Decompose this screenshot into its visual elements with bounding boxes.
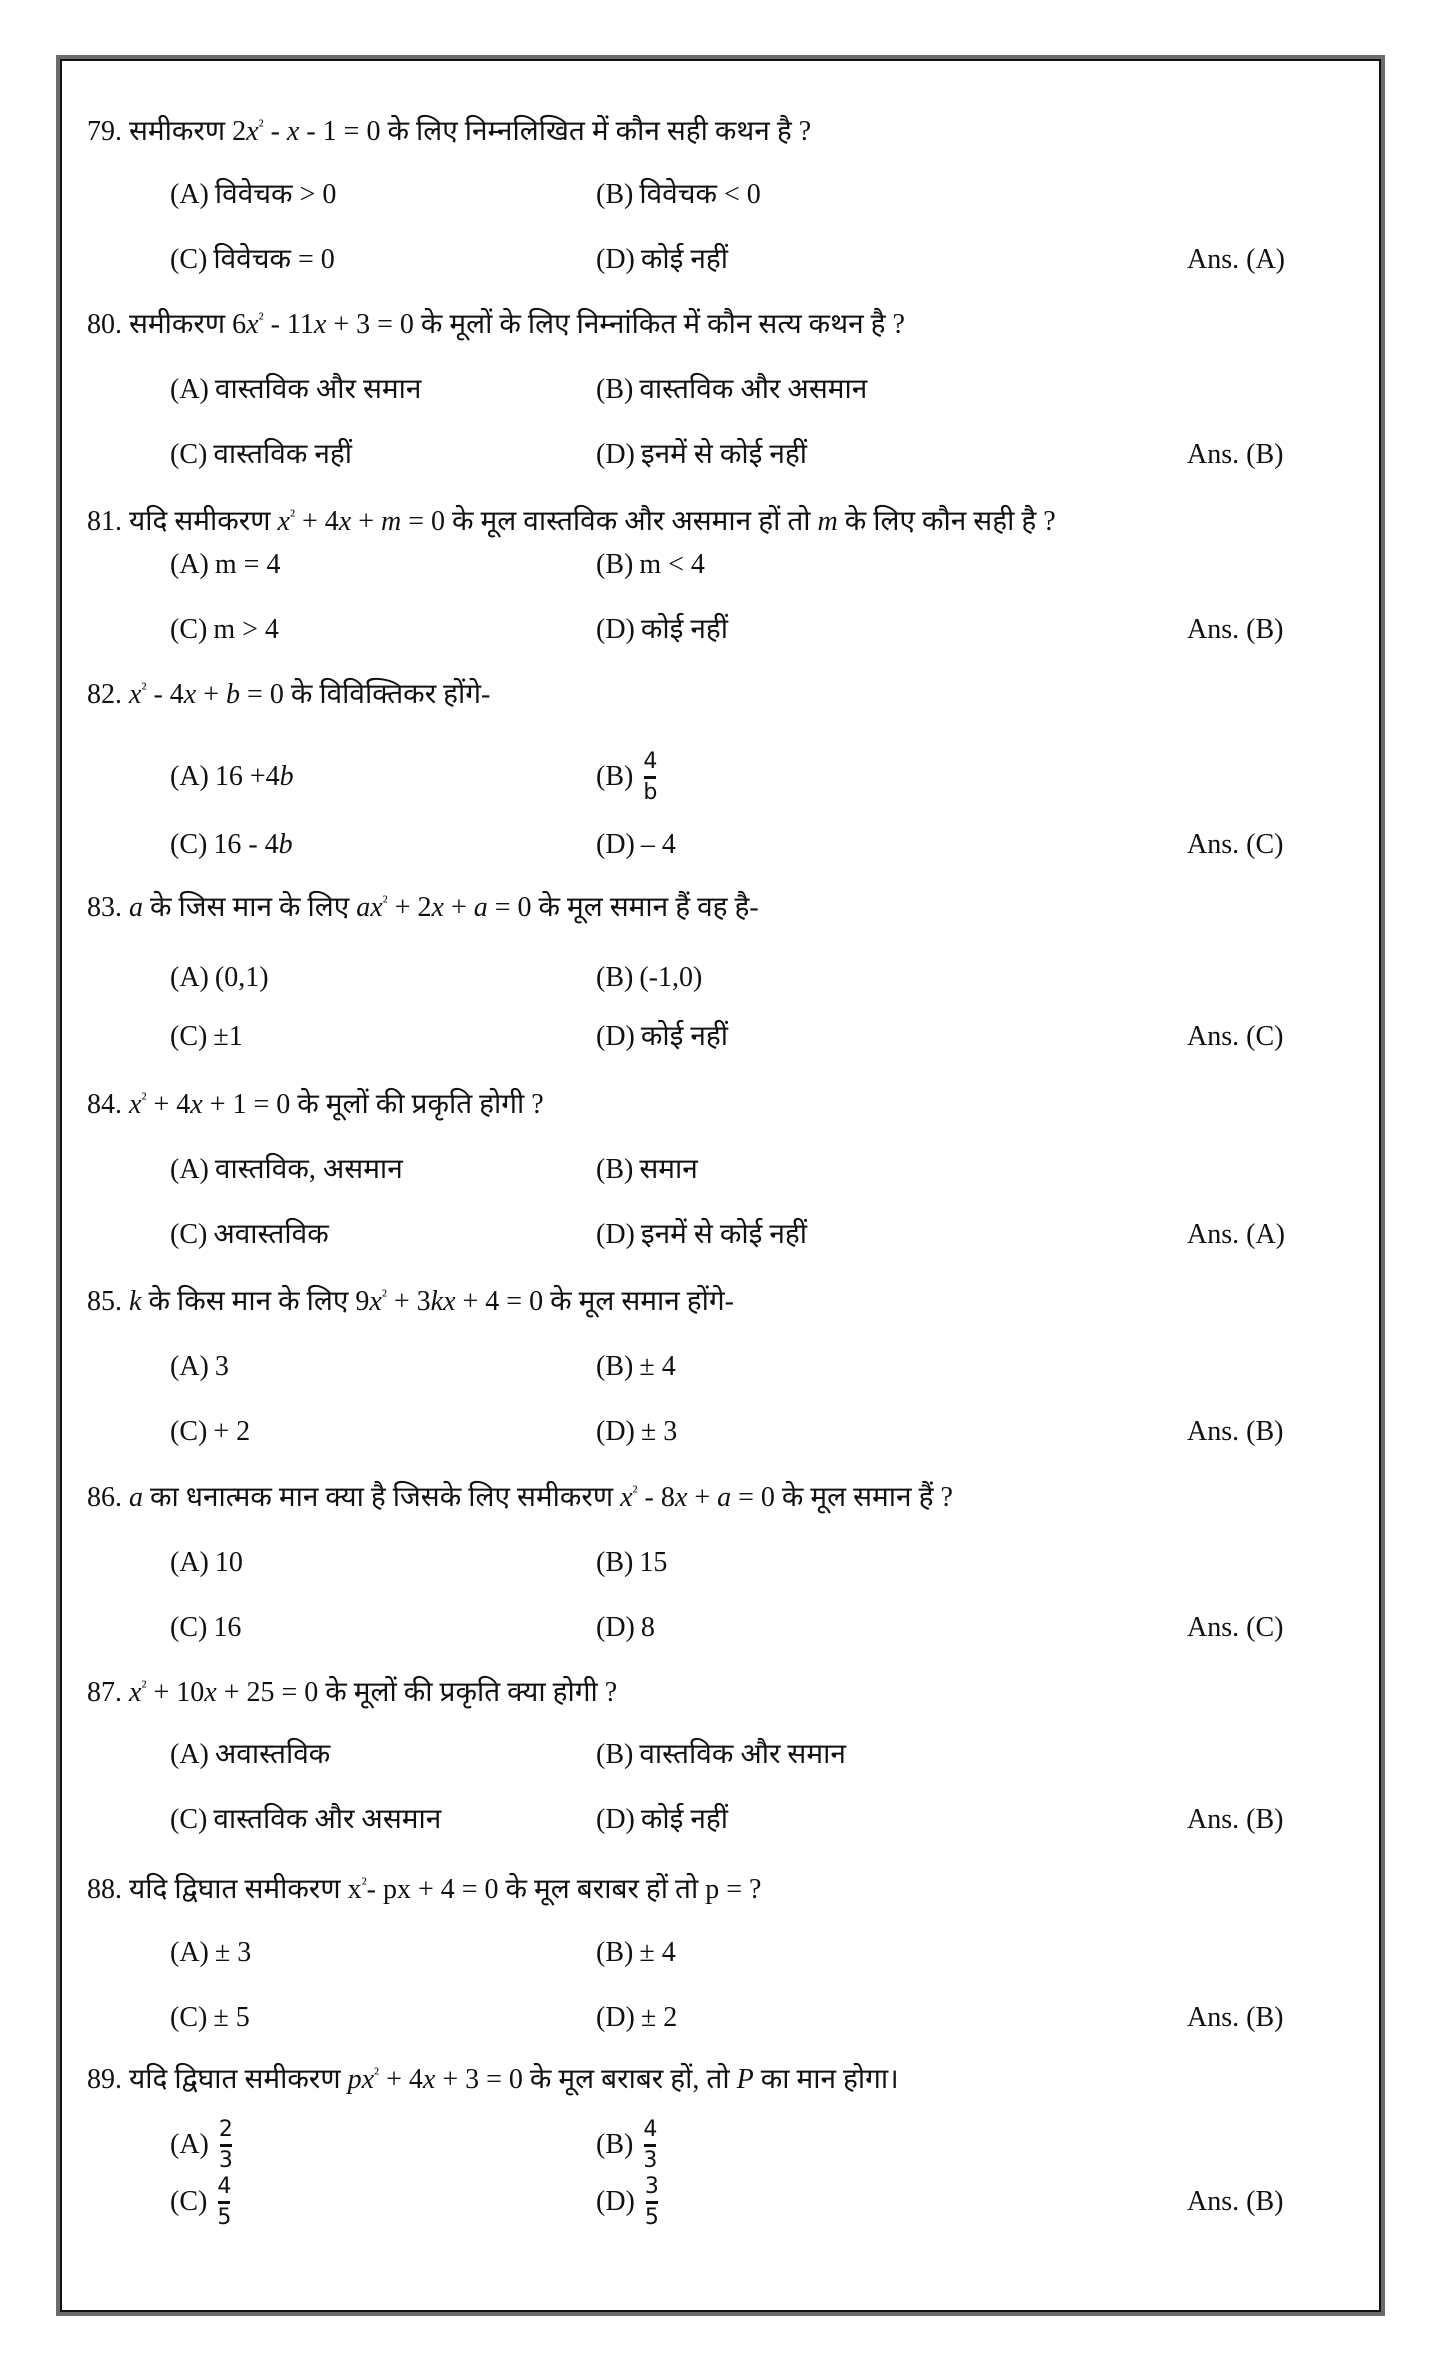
option-letter: (A) [170,1154,209,1185]
option-b[interactable] [596,545,705,585]
question-text: - 8 [637,1482,675,1513]
math-variable: b [278,829,293,860]
option-text: m > 4 [213,614,279,645]
option-text: वास्तविक और असमान [639,374,868,405]
answer-label: Ans. (C) [1187,1021,1284,1052]
option-c[interactable] [170,435,352,475]
math-variable: px [347,2064,375,2095]
option-letter: (D) [596,244,635,275]
option-b[interactable] [596,1543,667,1583]
question-85 [87,1282,734,1322]
option-text: ± 3 [640,1416,678,1447]
option-d[interactable] [596,1998,677,2038]
option-text: इनमें से कोई नहीं [640,1219,807,1250]
math-variable: x [277,506,290,537]
question-80 [87,305,905,345]
option-letter: (A) [170,2129,209,2160]
question-text [122,679,129,710]
option-a[interactable] [170,1933,251,1973]
fraction-numerator: 4 [217,2173,232,2199]
option-letter: (C) [170,1612,208,1643]
option-letter: (B) [596,549,634,580]
option-letter: (C) [170,244,208,275]
option-text: m = 4 [214,549,281,580]
question-88 [87,1870,761,1910]
math-variable: x [338,506,352,537]
math-variable: a [129,892,143,923]
math-variable: x [431,892,444,923]
option-c[interactable] [170,1215,329,1255]
math-variable: ax [356,892,383,923]
fraction [219,2117,233,2174]
option-text: कोई नहीं [640,614,729,645]
math-variable: x [246,309,259,340]
superscript: ² [289,505,295,525]
fraction-bar [646,2201,658,2204]
option-text: अवास्तविक [214,1739,331,1770]
option-text: 16 [213,1612,242,1643]
option-letter: (C) [170,1416,208,1447]
math-variable: x [620,1482,633,1513]
option-letter: (C) [170,439,208,470]
question-text [122,1286,129,1317]
question-text: + [351,506,381,537]
option-text: वास्तविक नहीं [213,439,352,470]
question-text: + 4 [294,506,339,537]
option-letter: (D) [596,829,635,860]
option-d[interactable] [596,610,728,650]
question-number: 88. [87,1874,122,1905]
option-c[interactable] [170,825,293,865]
superscript: ² [632,1481,638,1501]
option-letter: (D) [596,1219,635,1250]
option-text: समान [639,1154,698,1185]
option-letter: (B) [596,179,634,210]
fraction [643,2117,657,2174]
fraction-denominator: 3 [218,2147,233,2173]
option-c[interactable] [170,240,335,280]
option-b[interactable] [596,958,702,998]
math-variable: m [817,506,838,537]
option-c[interactable] [170,1998,250,2038]
option-a[interactable] [170,757,294,797]
question-text [122,892,129,923]
option-text: ± 2 [640,2002,678,2033]
question-text: के लिए कौन सही है ? [837,506,1056,537]
option-text: विवेचक > 0 [214,179,337,210]
superscript: ² [141,1676,147,1696]
question-89 [87,2060,899,2100]
option-letter: (B) [596,2129,634,2160]
option-letter: (C) [170,1219,208,1250]
math-variable: b [279,761,294,792]
question-text: यदि समीकरण [122,506,278,537]
fraction-denominator: 5 [644,2204,659,2230]
question-text: 2 [232,116,247,147]
option-letter: (A) [170,549,209,580]
option-text: 10 [214,1547,243,1578]
option-b[interactable] [596,1150,698,1190]
math-variable: b [226,679,241,710]
math-variable: P [736,2064,754,2095]
math-variable: m [381,506,402,537]
question-text: = 0 के मूल वास्तविक और असमान हों तो [401,506,818,537]
option-c[interactable] [170,1800,441,1840]
math-variable: x [674,1482,688,1513]
question-text: समीकरण [122,116,233,147]
fraction-bar [644,2144,656,2147]
option-letter: (C) [170,2002,208,2033]
question-text: समीकरण 6 [122,309,247,340]
option-text: विवेचक < 0 [639,179,761,210]
option-b[interactable] [596,1735,846,1775]
answer-label: Ans. (B) [1187,439,1284,470]
math-variable: x [183,679,197,710]
superscript: ² [258,115,264,135]
option-text: ±1 [213,1021,243,1052]
option-letter: (C) [170,614,208,645]
question-87 [87,1673,617,1713]
question-text: + 4 [146,1089,191,1120]
option-text: 16 +4 [214,761,280,792]
question-82 [87,675,490,715]
option-letter: (D) [596,1804,635,1835]
option-letter: (A) [170,1547,209,1578]
question-number: 81. [87,506,122,537]
option-letter: (A) [170,179,209,210]
option-letter: (D) [596,1612,635,1643]
option-text: अवास्तविक [213,1219,329,1250]
option-c[interactable] [170,610,279,650]
option-a[interactable] [170,175,336,215]
option-letter: (B) [596,374,634,405]
option-a[interactable] [170,545,280,585]
option-text: ± 4 [639,1937,676,1968]
option-letter: (B) [596,761,634,792]
option-letter: (B) [596,962,634,993]
option-c[interactable] [170,1017,243,1057]
fraction [643,749,657,806]
option-text: m < 4 [639,549,705,580]
option-d[interactable] [596,825,676,865]
question-number: 79. [87,116,122,147]
answer-label: Ans. (C) [1187,1612,1284,1643]
question-text: = 0 के विविक्तिकर होंगे- [240,679,491,710]
fraction-numerator: 2 [218,2116,233,2142]
superscript: ² [361,1873,367,1893]
question-number: 84. [87,1089,122,1120]
answer-label: Ans. (A) [1187,244,1285,275]
option-d[interactable] [596,1412,677,1452]
question-text: के किस मान के लिए 9 [141,1286,370,1317]
question-text: + 3 [386,1286,431,1317]
option-letter: (C) [170,1021,208,1052]
option-text: 8 [640,1612,655,1643]
math-variable: x [286,116,300,147]
option-b[interactable] [596,1933,676,1973]
option-letter: (D) [596,439,635,470]
option-text: वास्तविक और समान [214,374,422,405]
option-a[interactable] [170,958,269,998]
option-d[interactable] [596,240,728,280]
math-variable: k [129,1286,142,1317]
question-number: 89. [87,2064,122,2095]
question-text [122,1677,129,1708]
option-b[interactable] [596,1347,676,1387]
option-text: 15 [639,1547,668,1578]
question-text: का धनात्मक मान क्या है जिसके लिए समीकरण [143,1482,621,1513]
option-c[interactable] [170,1608,241,1648]
question-number: 82. [87,679,122,710]
option-letter: (A) [170,1351,209,1382]
question-text: - 4 [146,679,184,710]
question-number: 86. [87,1482,122,1513]
option-text: वास्तविक और समान [639,1739,846,1770]
option-text: 16 - 4 [213,829,279,860]
answer-label: Ans. (B) [1187,1416,1284,1447]
option-letter: (B) [596,1547,634,1578]
option-letter: (B) [596,1739,634,1770]
option-b[interactable] [596,748,658,805]
superscript: ² [258,308,264,328]
math-variable: x [369,1286,382,1317]
fraction-numerator: 3 [644,2173,659,2199]
question-text: + 2 [387,892,432,923]
answer-label: Ans. (A) [1187,1219,1285,1250]
superscript: ² [374,2063,380,2083]
question-84 [87,1085,544,1125]
option-text: + 2 [213,1416,251,1447]
option-d[interactable] [596,1800,728,1840]
option-d[interactable] [596,1608,655,1648]
option-letter: (C) [170,2186,208,2217]
option-text: विवेचक = 0 [213,244,335,275]
option-d[interactable] [596,1215,807,1255]
fraction [217,2174,231,2231]
question-text: + 25 = 0 के मूलों की प्रकृति क्या होगी ? [216,1677,618,1708]
option-text: कोई नहीं [640,1021,729,1052]
option-letter: (C) [170,829,208,860]
math-variable: x [129,1677,142,1708]
question-text [122,1482,129,1513]
math-variable: x [422,2064,436,2095]
math-variable: kx [430,1286,456,1317]
option-letter: (C) [170,1804,208,1835]
option-c[interactable] [170,2173,232,2230]
option-letter: (D) [596,1021,635,1052]
question-text: - px + 4 = 0 के मूल बराबर हों तो p = ? [366,1874,762,1905]
option-letter: (A) [170,1937,209,1968]
question-79 [87,112,811,152]
option-text: वास्तविक, असमान [214,1154,403,1185]
option-text: इनमें से कोई नहीं [640,439,807,470]
option-letter: (D) [596,614,635,645]
question-text [122,1089,129,1120]
fraction-bar [218,2201,230,2204]
fraction-numerator: 4 [643,748,658,774]
question-text: + 10 [146,1677,205,1708]
answer-label: Ans. (B) [1187,1804,1284,1835]
option-text: कोई नहीं [640,244,729,275]
question-text: - [263,116,287,147]
option-c[interactable] [170,1412,250,1452]
option-d[interactable] [596,2173,659,2230]
fraction-bar [644,776,656,779]
option-a[interactable] [170,1543,243,1583]
superscript: ² [141,1088,147,1108]
option-letter: (A) [170,761,209,792]
option-d[interactable] [596,435,807,475]
option-letter: (A) [170,1739,209,1770]
math-variable: x [246,116,259,147]
question-text: - 11 [263,309,314,340]
option-text: ± 3 [214,1937,252,1968]
question-text: के जिस मान के लिए [143,892,357,923]
question-text: का मान होगा। [753,2064,899,2095]
math-variable: a [717,1482,732,1513]
superscript: ² [381,1285,387,1305]
question-number: 85. [87,1286,122,1317]
question-text: = 0 के मूल समान हैं ? [731,1482,953,1513]
option-text: (-1,0) [639,962,703,993]
option-letter: (D) [596,1416,635,1447]
answer-label: Ans. (C) [1187,829,1284,860]
option-a[interactable] [170,2116,233,2173]
option-letter: (B) [596,1351,634,1382]
question-86 [87,1478,953,1518]
option-text: ± 4 [639,1351,676,1382]
option-letter: (B) [596,1937,634,1968]
option-b[interactable] [596,370,867,410]
question-number: 83. [87,892,122,923]
question-text: + [443,892,474,923]
question-text: + 1 = 0 के मूलों की प्रकृति होगी ? [202,1089,544,1120]
fraction [645,2174,659,2231]
fraction-denominator: b [643,779,658,805]
math-variable: x [204,1677,217,1708]
fraction-bar [220,2144,232,2147]
question-text: यदि द्विघात समीकरण [122,2064,348,2095]
option-text: – 4 [640,829,676,860]
question-text: + [196,679,227,710]
option-d[interactable] [596,1017,728,1057]
math-variable: x [190,1089,203,1120]
superscript: ² [382,891,388,911]
option-a[interactable] [170,370,421,410]
question-text: = 0 के मूल समान हैं वह है- [487,892,759,923]
option-letter: (D) [596,2002,635,2033]
superscript: ² [141,678,147,698]
fraction-numerator: 4 [643,2116,658,2142]
question-text: + 4 = 0 के मूल समान होंगे- [455,1286,735,1317]
option-b[interactable] [596,175,761,215]
math-variable: x [129,679,142,710]
answer-label: Ans. (B) [1187,2186,1284,2217]
fraction-denominator: 5 [217,2204,232,2230]
question-83 [87,888,759,928]
question-text: + 3 = 0 के मूलों के लिए निम्नांकित में कौन सत्य कथन है ? [326,309,905,340]
math-variable: a [129,1482,143,1513]
answer-label: Ans. (B) [1187,2002,1284,2033]
option-b[interactable] [596,2116,658,2173]
question-81 [87,502,1056,542]
question-text: + 3 = 0 के मूल बराबर हों, तो [435,2064,737,2095]
option-text: ± 5 [213,2002,250,2033]
question-text: + 4 [379,2064,423,2095]
option-letter: (A) [170,962,209,993]
option-a[interactable] [170,1735,330,1775]
option-letter: (A) [170,374,209,405]
answer-label: Ans. (B) [1187,614,1284,645]
fraction-denominator: 3 [643,2147,658,2173]
question-text: + [687,1482,718,1513]
option-a[interactable] [170,1347,229,1387]
question-number: 87. [87,1677,122,1708]
option-text: वास्तविक और असमान [213,1804,442,1835]
option-a[interactable] [170,1150,403,1190]
question-text: - 1 = 0 के लिए निम्नलिखित में कौन सही कथन है ? [299,116,812,147]
math-variable: x [313,309,327,340]
math-variable: a [473,892,488,923]
question-number: 80. [87,309,122,340]
option-letter: (B) [596,1154,634,1185]
option-text: कोई नहीं [640,1804,729,1835]
question-text: यदि द्विघात समीकरण x [122,1874,362,1905]
math-variable: x [129,1089,142,1120]
option-text: 3 [214,1351,229,1382]
option-text: (0,1) [214,962,269,993]
option-letter: (D) [596,2186,635,2217]
